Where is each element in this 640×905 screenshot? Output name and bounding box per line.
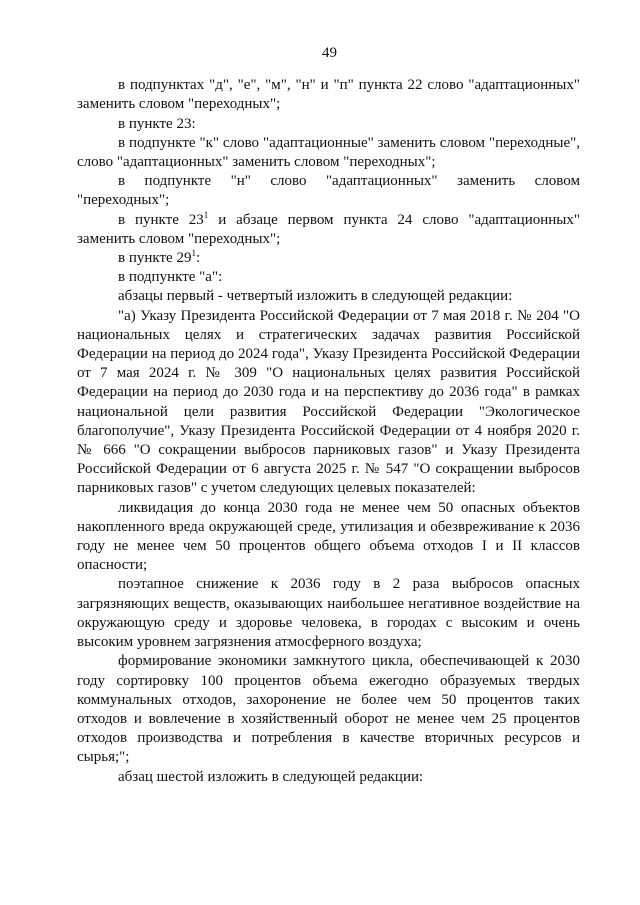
paragraph-2: в пункте 23: [118,115,196,132]
paragraph-10: ликвидация до конца 2030 года не менее чем 50 опасных объектов накопленного вреда окружающей среде, утилизация и обезвреживание к 2036 году не менее чем 50 процентов общего объема отходов I и II классов опасности; [77,499,580,574]
paragraph-3: в подпункте "к" слово "адаптационные" заменить словом "переходные", слово "адаптационных" заменить словом "переходных"; [77,134,580,171]
paragraph-12: формирование экономики замкнутого цикла, обеспечивающей к 2030 году сортировку 100 процентов объема ежегодно образуемых твердых коммунальных отходов, захоронение не более чем 50 процентов таких отходов и вовлечение в хозяйственный оборот не менее чем 25 процентов отходов производства и потребления в качестве вторичных ресурсов и сырья;"; [77,653,580,766]
paragraph-8: абзацы первый - четвертый изложить в следующей редакции: [118,288,513,305]
paragraph-5-text: в пункте 23 [118,211,204,228]
paragraph-6-text-cont: : [195,250,201,267]
paragraph-1: в подпунктах "д", "е", "м", "н" и "п" пункта 22 слово "адаптационных" заменить словом "переходных"; [77,77,580,113]
paragraph-13: абзац шестой изложить в следующей редакции: [118,768,424,785]
paragraph-11: поэтапное снижение к 2036 году в 2 раза выбросов опасных загрязняющих веществ, оказывающих наибольшее негативное воздействие на окружающую среду и здоровье человека, в городах с высоким и очень высоким уровнем загрязнения атмосферного воздуха; [77,576,580,651]
paragraph-7: в подпункте "а": [118,269,223,286]
page-number: 49 [322,45,337,61]
superscript: 1 [191,248,196,259]
paragraph-4: в подпункте "н" слово "адаптационных" заменить словом "переходных"; [77,173,580,209]
paragraph-9: "а) Указу Президента Российской Федерации от 7 мая 2018 г. № 204 "О национальных целях и стратегических задачах развития Российской Федерации на период до 2024 года", Указу Президента Российской Федерации от 7 мая 2024 г. № 309 "О национальных целях развития Российской Федерации на период до 2030 года и на перспективу до 2036 года" в рамках национальной цели развития Российской Федерации "Экологическое благополучие", Указу Президента Российской Федерации от 4 ноября 2020 г. № 666 "О сокращении выбросов парниковых газов" и Указу Президента Российской Федерации от 6 августа 2025 г. № 547 "О сокращении выбросов парниковых газов" с учетом следующих целевых показателей: [77,307,580,497]
paragraph-5-text-cont: и абзаце первом пункта 24 слово "адаптационных" заменить словом "переходных"; [77,211,580,247]
paragraph-5 [77,211,580,249]
superscript: 1 [203,209,209,220]
paragraph-6 [77,249,580,268]
paragraph-6-text: в пункте 29 [118,250,192,267]
